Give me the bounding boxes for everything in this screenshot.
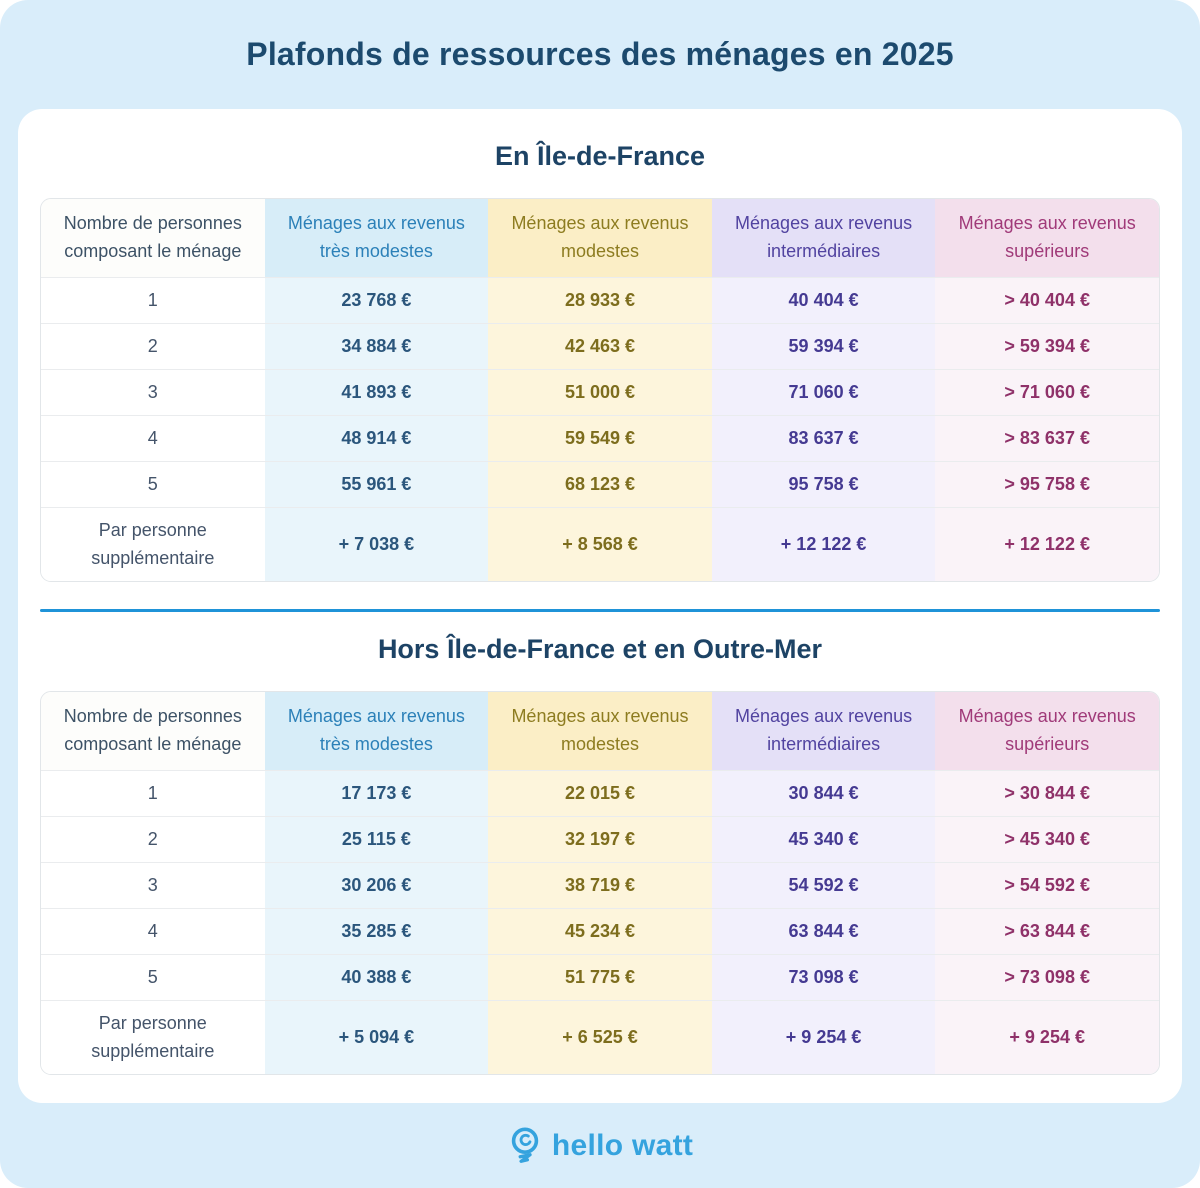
value-cell: 95 758 € [712, 462, 936, 507]
value-cell: 41 893 € [265, 370, 489, 415]
row-label-cell: 5 [41, 462, 265, 507]
column-header: Ménages aux revenus très modestes [265, 692, 489, 770]
value-cell: 51 000 € [488, 370, 712, 415]
value-cell: > 30 844 € [935, 771, 1159, 816]
row-label-cell: 3 [41, 370, 265, 415]
value-cell: 73 098 € [712, 955, 936, 1000]
value-cell: 42 463 € [488, 324, 712, 369]
footer-logo [0, 1125, 1200, 1167]
value-cell: 32 197 € [488, 817, 712, 862]
value-cell: + 6 525 € [488, 1001, 712, 1074]
value-cell: > 63 844 € [935, 909, 1159, 954]
lightbulb-icon [507, 1125, 543, 1167]
value-cell: 83 637 € [712, 416, 936, 461]
column-header: Nombre de personnes composant le ménage [41, 692, 265, 770]
income-table-hors-ile-de-france [40, 691, 1160, 1075]
value-cell: > 54 592 € [935, 863, 1159, 908]
row-label-cell: 4 [41, 909, 265, 954]
row-label-cell: Par personne supplémentaire [41, 1001, 265, 1074]
value-cell: + 12 122 € [935, 508, 1159, 581]
row-label-cell: 3 [41, 863, 265, 908]
value-cell: 30 844 € [712, 771, 936, 816]
table-row [41, 862, 1159, 908]
value-cell: > 40 404 € [935, 278, 1159, 323]
column-header: Ménages aux revenus modestes [488, 199, 712, 277]
table-header-row [41, 692, 1159, 770]
value-cell: 23 768 € [265, 278, 489, 323]
value-cell: 38 719 € [488, 863, 712, 908]
value-cell: + 9 254 € [935, 1001, 1159, 1074]
value-cell: 59 549 € [488, 416, 712, 461]
value-cell: 48 914 € [265, 416, 489, 461]
column-header: Ménages aux revenus supérieurs [935, 199, 1159, 277]
row-label-cell: 5 [41, 955, 265, 1000]
table-row [41, 369, 1159, 415]
table-row [41, 816, 1159, 862]
section-title-hors-ile-de-france: Hors Île-de-France et en Outre-Mer [377, 634, 823, 664]
value-cell: 55 961 € [265, 462, 489, 507]
row-label-cell: Par personne supplémentaire [41, 508, 265, 581]
income-table-ile-de-france [40, 198, 1160, 582]
table-row [41, 323, 1159, 369]
section-title-ile-de-france: En Île-de-France [494, 141, 706, 171]
column-header: Ménages aux revenus intermédiaires [712, 692, 936, 770]
value-cell: + 12 122 € [712, 508, 936, 581]
row-label-cell: 2 [41, 324, 265, 369]
value-cell: 40 388 € [265, 955, 489, 1000]
content-card [18, 109, 1182, 1103]
value-cell: 68 123 € [488, 462, 712, 507]
table-body [41, 277, 1159, 581]
row-label-cell: 1 [41, 771, 265, 816]
value-cell: 35 285 € [265, 909, 489, 954]
column-header: Ménages aux revenus intermédiaires [712, 199, 936, 277]
table-row [41, 507, 1159, 581]
table-row [41, 415, 1159, 461]
column-header: Nombre de personnes composant le ménage [41, 199, 265, 277]
row-label-cell: 2 [41, 817, 265, 862]
value-cell: + 8 568 € [488, 508, 712, 581]
row-label-cell: 4 [41, 416, 265, 461]
column-header: Ménages aux revenus supérieurs [935, 692, 1159, 770]
value-cell: > 59 394 € [935, 324, 1159, 369]
table-row [41, 461, 1159, 507]
page-title: Plafonds de ressources des ménages en 2025 [246, 36, 954, 72]
value-cell: > 95 758 € [935, 462, 1159, 507]
logo-text: hello watt [551, 1129, 694, 1162]
value-cell: 63 844 € [712, 909, 936, 954]
value-cell: 28 933 € [488, 278, 712, 323]
value-cell: 25 115 € [265, 817, 489, 862]
value-cell: 51 775 € [488, 955, 712, 1000]
table-row [41, 908, 1159, 954]
value-cell: 17 173 € [265, 771, 489, 816]
table-header-row [41, 199, 1159, 277]
value-cell: 40 404 € [712, 278, 936, 323]
value-cell: 22 015 € [488, 771, 712, 816]
value-cell: > 71 060 € [935, 370, 1159, 415]
table-row [41, 277, 1159, 323]
value-cell: > 45 340 € [935, 817, 1159, 862]
column-header: Ménages aux revenus modestes [488, 692, 712, 770]
column-header: Ménages aux revenus très modestes [265, 199, 489, 277]
value-cell: + 7 038 € [265, 508, 489, 581]
value-cell: 45 234 € [488, 909, 712, 954]
value-cell: 30 206 € [265, 863, 489, 908]
value-cell: + 5 094 € [265, 1001, 489, 1074]
value-cell: 59 394 € [712, 324, 936, 369]
value-cell: > 73 098 € [935, 955, 1159, 1000]
value-cell: + 9 254 € [712, 1001, 936, 1074]
table-body [41, 770, 1159, 1074]
row-label-cell: 1 [41, 278, 265, 323]
value-cell: 54 592 € [712, 863, 936, 908]
table-row [41, 770, 1159, 816]
table-row [41, 954, 1159, 1000]
value-cell: > 83 637 € [935, 416, 1159, 461]
value-cell: 34 884 € [265, 324, 489, 369]
table-row [41, 1000, 1159, 1074]
value-cell: 71 060 € [712, 370, 936, 415]
section-divider [40, 609, 1160, 612]
value-cell: 45 340 € [712, 817, 936, 862]
